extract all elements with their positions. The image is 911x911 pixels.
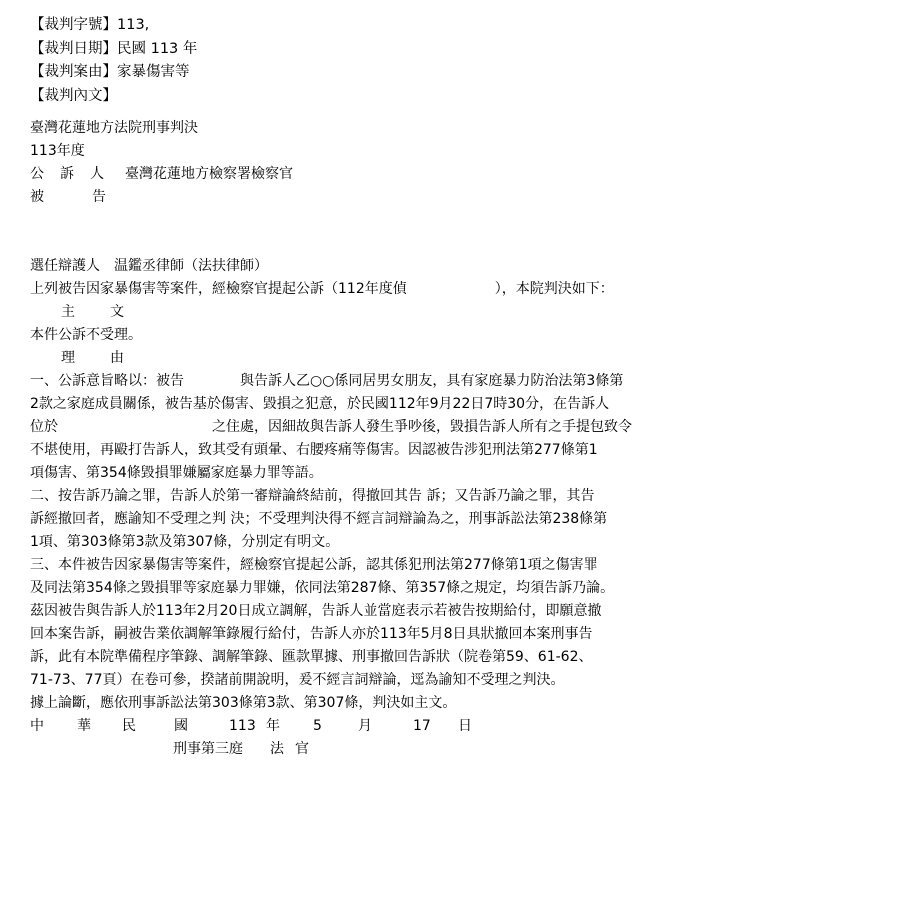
paragraph-line: 訴，此有本院準備程序筆錄、調解筆錄、匯款單據、刑事撤回告訴狀（院卷第59、61-62、 [30,649,593,665]
judge-label-char: 官 [295,741,309,757]
date-part: 17 [413,718,431,734]
judge-label-char: 法 [270,741,284,757]
case-date: 【裁判日期】民國 113 年 [30,40,198,57]
paragraph-line: 1項、第303條第3款及第307條，分別定有明文。 [30,534,340,550]
case-number: 【裁判字號】113, [30,17,150,33]
paragraph-line: 三、本件被告因家暴傷害等案件，經檢察官提起公訴，認其係犯刑法第277條第1項之傷害罪 [30,557,598,573]
prosecutor-name: 臺灣花蓮地方檢察署檢察官 [125,166,293,182]
reason-heading [30,347,690,370]
case-year: 113年度 [30,143,85,159]
paragraph-line: 訴經撤回者，應諭知不受理之判 決；不受理判決得不經言詞辯論為之，刑事訴訟法第238條第 [30,511,608,527]
date-part: 日 [458,718,472,734]
court-division: 刑事第三庭 [173,741,243,757]
paragraph-line: 71-73、77頁）在卷可參，揆諸前開說明，爰不經言詞辯論，逕為諭知不受理之判決。 [30,672,565,688]
paragraph-line: 位於 之住處，因細故與告訴人發生爭吵後，毀損告訴人所有之手提包致令 [30,419,632,435]
prosecutor-label-char: 公 [30,166,44,182]
reason-heading-char: 理 [61,350,75,366]
paragraph-line: 二、按告訴乃論之罪，告訴人於第一審辯論終結前，得撤回其告 訴；又告訴乃論之罪，其告 [30,488,595,504]
signature-line [30,738,690,761]
paragraph-line: 回本案告訴，嗣被告業依調解筆錄履行給付，告訴人亦於113年5月8日具狀撤回本案刑事告 [30,626,593,642]
date-part: 5 [313,718,322,734]
intro-line [30,278,690,301]
reason-heading-char: 由 [110,350,124,366]
defense-counsel-line: 選任辯護人 温鑑丞律師（法扶律師） [30,258,268,274]
date-part: 中 [30,718,44,734]
paragraph-line: 不堪使用，再毆打告訴人，致其受有頭暈、右腰疼痛等傷害。因認被告涉犯刑法第277條第1 [30,442,598,458]
main-heading [30,301,690,324]
paragraph-line: 2款之家庭成員關係，被告基於傷害、毀損之犯意，於民國112年9月22日7時30分，在告訴人 [30,396,610,412]
defendant-line [30,186,690,209]
prosecutor-label-char: 訴 [60,166,74,182]
date-part: 年 [266,718,280,734]
judgment-body [30,117,690,761]
main-text: 本件公訴不受理。 [30,327,142,343]
intro-prefix: 上列被告因家暴傷害等案件，經檢察官提起公訴（112年度偵 [30,281,407,297]
date-part: 113 [229,718,256,734]
main-heading-char: 主 [61,304,75,320]
court-title: 臺灣花蓮地方法院刑事判決 [30,120,198,136]
date-part: 國 [174,718,188,734]
main-heading-char: 文 [110,304,124,320]
defendant-label-char: 告 [92,189,106,205]
prosecutor-line [30,163,690,186]
paragraph-line: 茲因被告與告訴人於113年2月20日成立調解，告訴人並當庭表示若被告按期給付，即願意撤 [30,603,602,619]
defendant-label-char: 被 [30,189,44,205]
paragraph-line: 項傷害、第354條毀損罪嫌屬家庭暴力罪等語。 [30,465,323,481]
case-metadata [30,14,197,108]
date-part: 華 [77,718,91,734]
paragraph-line: 及同法第354條之毀損罪等家庭暴力罪嫌，依同法第287條、第357條之規定，均須告訴乃論。 [30,580,615,596]
judgment-date [30,715,690,738]
prosecutor-label-char: 人 [90,166,104,182]
paragraph-line: 據上論斷，應依刑事訴訟法第303條第3款、第307條，判決如主文。 [30,695,457,711]
case-reason: 【裁判案由】家暴傷害等 [30,64,190,80]
intro-suffix: ），本院判決如下： [494,281,614,297]
content-label: 【裁判內文】 [30,87,117,104]
paragraph-line: 一、公訴意旨略以：被告 與告訴人乙○○係同居男女朋友，具有家庭暴力防治法第3條第 [30,373,624,389]
date-part: 月 [358,718,372,734]
date-part: 民 [122,718,136,734]
